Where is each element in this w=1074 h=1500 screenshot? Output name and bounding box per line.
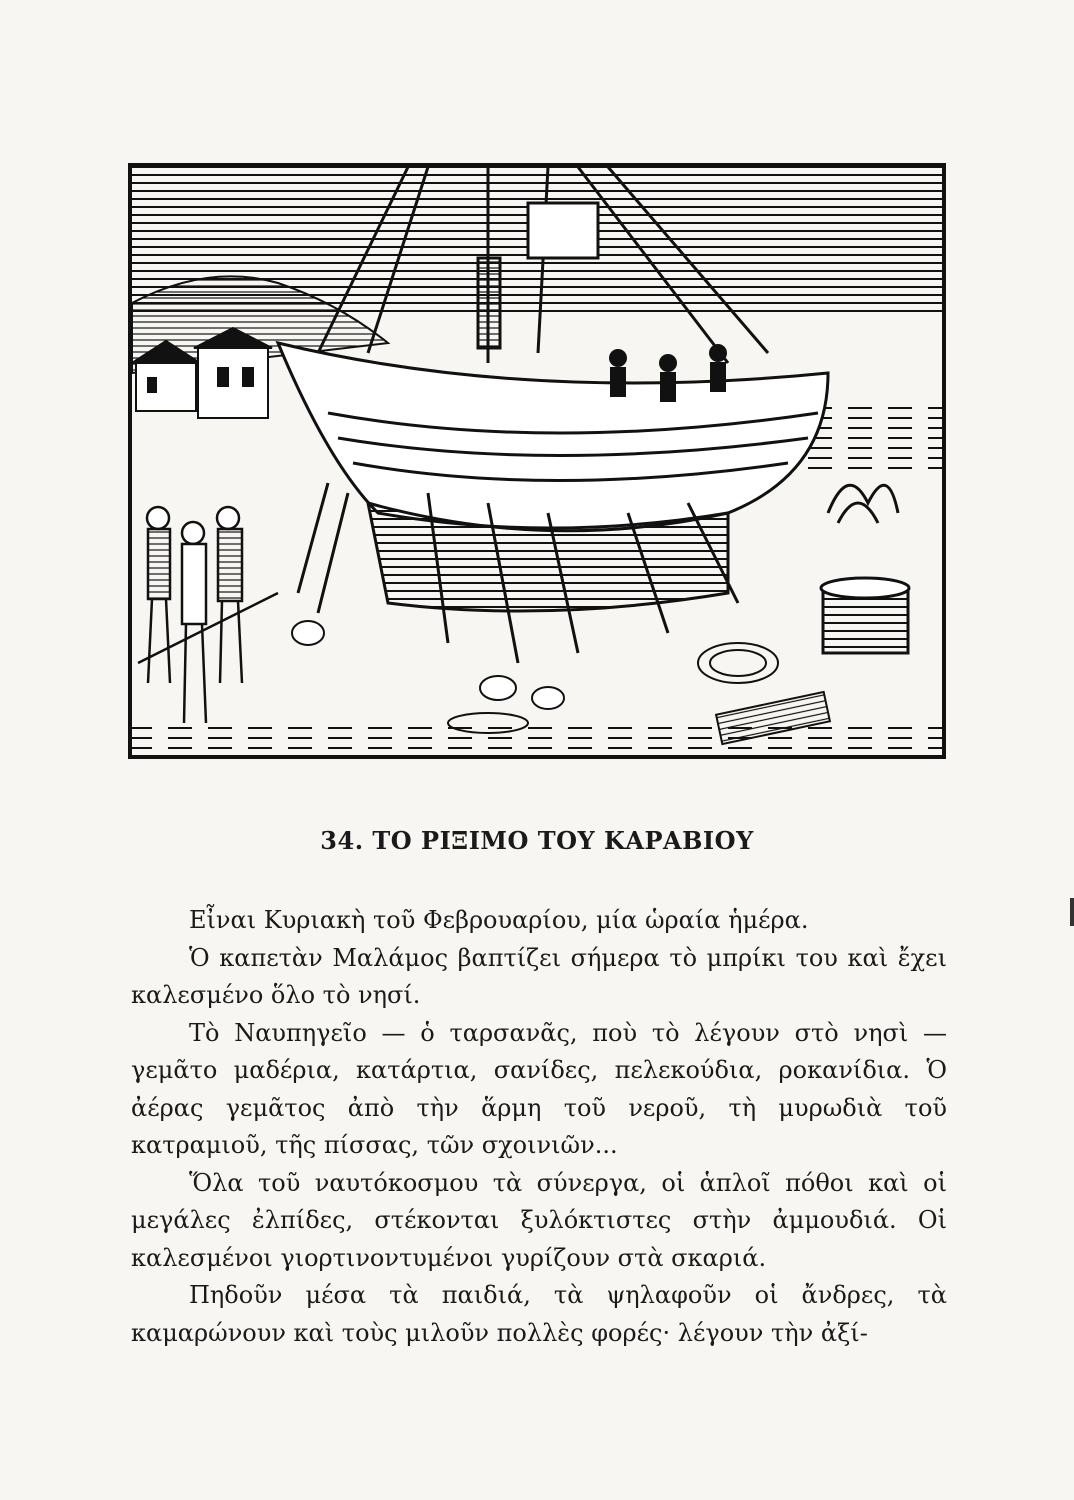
paragraph: Πηδοῦν μέσα τὰ παιδιά, τὰ ψηλαφοῦν οἱ ἄνδρες, τὰ καμαρώνουν καὶ τοὺς μιλοῦν πολλὲς φορές· λέγουν τὴν ἀξί- — [131, 1281, 947, 1347]
paragraph: Ὁ καπετὰν Μαλάμος βαπτίζει σήμερα τὸ μπρίκι του καὶ ἔχει καλεσμένο ὅλο τὸ νησί. — [131, 943, 947, 1009]
paragraph: Εἶναι Κυριακὴ τοῦ Φεβρουαρίου, μία ὡραία ἡμέρα. — [189, 906, 809, 934]
paragraph: Ὅλα τοῦ ναυτόκοσμου τὰ σύνεργα, οἱ ἁπλοῖ πόθοι καὶ οἱ μεγάλες ἐλπίδες, στέκονται ξυλόκτιστες στὴν ἀμμουδιά. Οἱ καλεσμένοι γιορτινοντυμένοι γυρίζουν στὰ σκαριά. — [131, 1168, 947, 1272]
ship-woodcut-illustration — [128, 163, 946, 759]
chapter-title: 34. ΤΟ ΡΙΞΙΜΟ ΤΟΥ ΚΑΡΑΒΙΟΥ — [320, 826, 754, 855]
body-text — [131, 902, 947, 1352]
page-edge-mark — [1070, 898, 1074, 926]
paragraph: Τὸ Ναυπηγεῖο — ὁ ταρσανᾶς, ποὺ τὸ λέγουν στὸ νησὶ — γεμᾶτο μαδέρια, κατάρτια, σανίδες, πελεκούδια, ροκανίδια. Ὁ ἀέρας γεμᾶτος ἀπὸ τὴν ἅρμη τοῦ νεροῦ, τὴ μυρωδιὰ τοῦ κατραμιοῦ, τῆς πίσσας, τῶν σχοινιῶν... — [131, 1018, 947, 1159]
